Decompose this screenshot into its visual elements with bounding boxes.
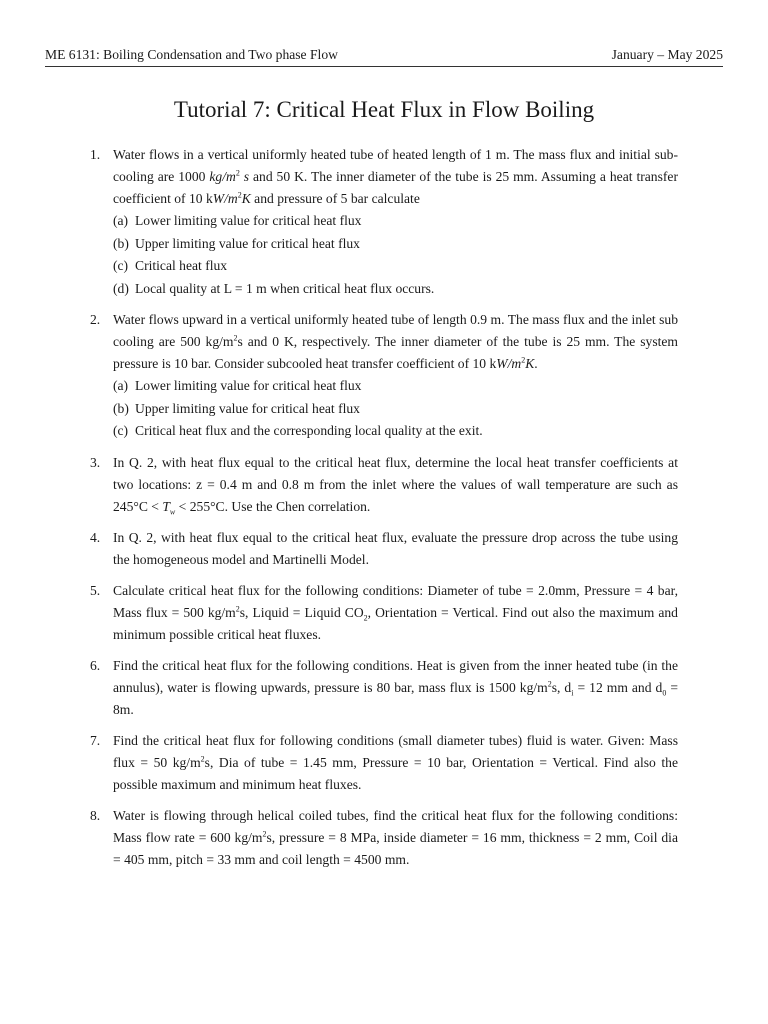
question-text: Calculate critical heat flux for the following conditions: Diameter of tube = 2.0mm, Pressure = 4 bar, Mass flux = 500 $kg/m^2s$, Liquid = Liquid $CO_2$, Orientation = Vertical. Find out also the maximum and minimum possible critical heat fluxes. xyxy=(113,582,678,642)
question-6 xyxy=(90,655,678,721)
term-label: January – May 2025 xyxy=(611,47,723,62)
course-title: ME 6131: Boiling Condensation and Two phase Flow xyxy=(45,47,338,62)
question-text: In Q. 2, with heat flux equal to the critical heat flux, evaluate the pressure drop across the tube using the homogeneous model and Martinelli Model. xyxy=(113,529,678,567)
page-header xyxy=(45,46,723,67)
question-text: Find the critical heat flux for following conditions (small diameter tubes) fluid is water. Given: Mass flux = 50 $kg/m^2s$, Dia of tube = 1.45 mm, Pressure = 10 bar, Orientation = Vertical. Find also the possible maximum and minimum heat fluxes. xyxy=(113,732,678,792)
sub-question: (c) Critical heat flux xyxy=(113,258,228,273)
question-text: Water flows upward in a vertical uniformly heated tube of length 0.9 m. The mass flux and the inlet sub cooling are 500 $kg/m^2s$ and 0 K, respectively. The inner diameter of the tube is 25 mm. The system pressure is 10 bar. Consider subcooled heat transfer coefficient of 10 $kW/m^2K$. xyxy=(113,312,679,371)
question-number: 2. xyxy=(90,312,101,327)
sub-question: (a) Lower limiting value for critical heat flux xyxy=(113,213,362,228)
question-number: 5. xyxy=(90,582,101,598)
question-text: In Q. 2, with heat flux equal to the critical heat flux, determine the local heat transfer coefficients at two locations: z = 0.4 m and 0.8 m from the inlet where the values of wall temperature are such as $245^\circ C < T_w < 255^\circ C$. Use the Chen correlation. xyxy=(113,454,678,517)
question-5 xyxy=(90,580,678,646)
question-number: 6. xyxy=(90,657,101,673)
question-8 xyxy=(90,805,678,871)
question-3 xyxy=(90,452,678,518)
question-4 xyxy=(90,527,678,571)
sub-question: (b) Upper limiting value for critical heat flux xyxy=(113,400,360,416)
sub-question: (d) Local quality at L = 1 m when critical heat flux occurs. xyxy=(113,280,435,296)
question-number: 8. xyxy=(90,807,101,823)
question-text: Water is flowing through helical coiled tubes, find the critical heat flux for the following conditions: Mass flow rate = 600 $kg/m^2s$, pressure = 8 MPa, inside diameter = 16 mm, thickness = 2 mm, Coil dia = 405 mm, pitch = 33 mm and coil length = 4500 mm. xyxy=(113,807,678,867)
question-1 xyxy=(90,144,678,300)
question-list xyxy=(90,144,678,880)
question-text: Find the critical heat flux for the following conditions. Heat is given from the inner heated tube (in the annulus), water is flowing upwards, pressure is 80 bar, mass flux is 1500 $kg/m^2s$, $d_i = 12$ mm and $d_0 = 8m$. xyxy=(113,657,678,717)
page-title: Tutorial 7: Critical Heat Flux in Flow Boiling xyxy=(173,97,595,122)
sub-question: (a) Lower limiting value for critical heat flux xyxy=(113,378,362,393)
question-number: 1. xyxy=(90,147,101,162)
question-number: 4. xyxy=(90,529,101,545)
sub-question: (b) Upper limiting value for critical heat flux xyxy=(113,235,360,251)
question-number: 7. xyxy=(90,732,101,748)
question-text: Water flows in a vertical uniformly heated tube of heated length of 1 m. The mass flux and initial sub-cooling are 1000 $kg/m^2$ s and 50 K. The inner diameter of the tube is 25 mm. Assuming a heat transfer coefficient of 10 $kW/m^2K$ and pressure of 5 bar calculate xyxy=(113,147,678,206)
question-number: 3. xyxy=(90,454,101,470)
sub-question: (c) Critical heat flux and the corresponding local quality at the exit. xyxy=(113,423,483,438)
question-2 xyxy=(90,309,678,443)
question-7 xyxy=(90,730,678,796)
